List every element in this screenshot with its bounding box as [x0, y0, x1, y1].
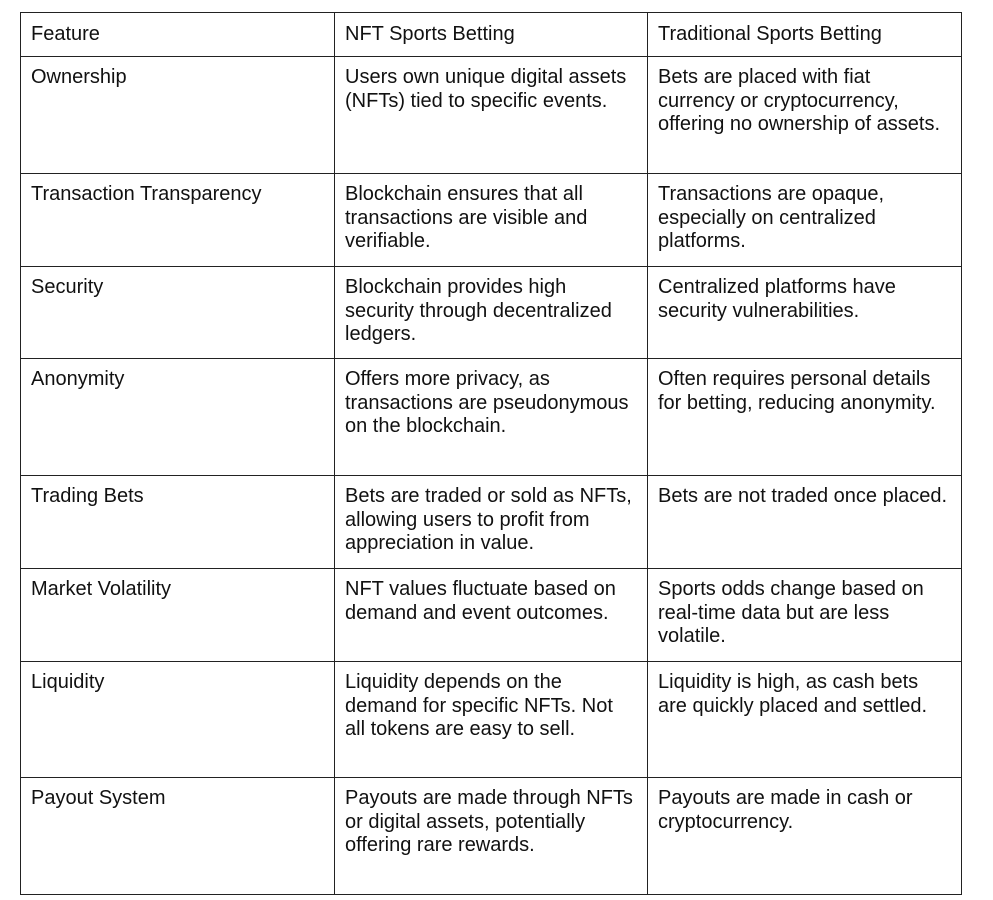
nft-cell: Bets are traded or sold as NFTs, allowing users to profit from appreciation in value.: [335, 476, 648, 569]
feature-cell: Trading Bets: [21, 476, 335, 569]
nft-cell: Offers more privacy, as transactions are pseudonymous on the blockchain.: [335, 359, 648, 476]
feature-cell: Liquidity: [21, 662, 335, 778]
traditional-cell: Transactions are opaque, especially on centralized platforms.: [648, 174, 962, 267]
nft-cell: Users own unique digital assets (NFTs) tied to specific events.: [335, 57, 648, 174]
comparison-table-container: [20, 12, 962, 895]
table-row: [21, 569, 962, 662]
feature-cell: Ownership: [21, 57, 335, 174]
comparison-table: [20, 12, 962, 895]
feature-cell: Anonymity: [21, 359, 335, 476]
table-header-row: [21, 13, 962, 57]
traditional-cell: Bets are not traded once placed.: [648, 476, 962, 569]
nft-cell: Blockchain provides high security through decentralized ledgers.: [335, 267, 648, 359]
feature-cell: Market Volatility: [21, 569, 335, 662]
table-row: [21, 778, 962, 895]
header-traditional-sports-betting: Traditional Sports Betting: [648, 13, 962, 57]
table-row: [21, 267, 962, 359]
traditional-cell: Sports odds change based on real-time data but are less volatile.: [648, 569, 962, 662]
table-row: [21, 662, 962, 778]
table-row: [21, 359, 962, 476]
feature-cell: Payout System: [21, 778, 335, 895]
traditional-cell: Centralized platforms have security vulnerabilities.: [648, 267, 962, 359]
feature-cell: Transaction Transparency: [21, 174, 335, 267]
traditional-cell: Bets are placed with fiat currency or cryptocurrency, offering no ownership of assets.: [648, 57, 962, 174]
header-nft-sports-betting: NFT Sports Betting: [335, 13, 648, 57]
traditional-cell: Often requires personal details for betting, reducing anonymity.: [648, 359, 962, 476]
feature-cell: Security: [21, 267, 335, 359]
table-row: [21, 174, 962, 267]
header-feature: Feature: [21, 13, 335, 57]
nft-cell: NFT values fluctuate based on demand and event outcomes.: [335, 569, 648, 662]
traditional-cell: Payouts are made in cash or cryptocurrency.: [648, 778, 962, 895]
traditional-cell: Liquidity is high, as cash bets are quickly placed and settled.: [648, 662, 962, 778]
nft-cell: Blockchain ensures that all transactions are visible and verifiable.: [335, 174, 648, 267]
nft-cell: Liquidity depends on the demand for specific NFTs. Not all tokens are easy to sell.: [335, 662, 648, 778]
table-row: [21, 476, 962, 569]
table-row: [21, 57, 962, 174]
nft-cell: Payouts are made through NFTs or digital assets, potentially offering rare rewards.: [335, 778, 648, 895]
